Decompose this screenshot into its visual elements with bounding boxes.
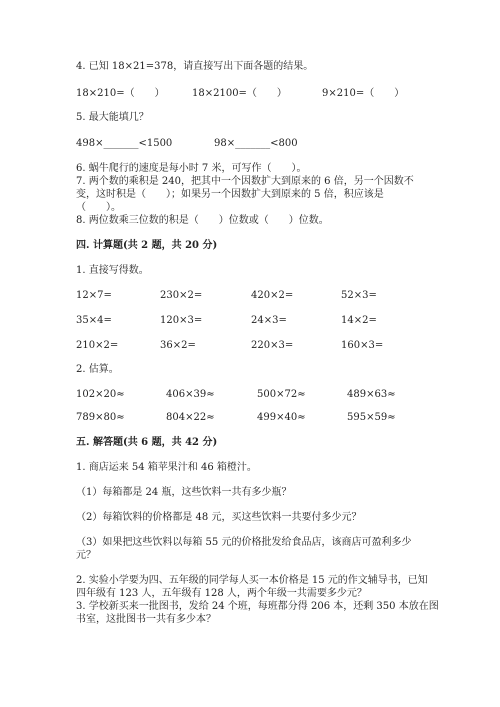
s5-q1-sub1: （1）每箱都是 24 瓶，这些饮料一共有多少瓶？	[76, 487, 292, 498]
q5-prompt: 5. 最大能填几？	[76, 112, 149, 123]
q5-item-2: 98×_______<800	[214, 138, 298, 149]
q5-item-1: 498×_______<1500	[76, 138, 173, 149]
estimate-item: 406×39≈	[166, 389, 215, 400]
calc-item: 210×2=	[76, 340, 119, 351]
s5-q3-line-1: 3. 学校新买来一批图书，发给 24 个班，每班都分得 206 本，还剩 350 本放在图	[76, 601, 439, 612]
section4-title: 四. 计算题(共 2 题，共 20 分)	[76, 240, 218, 251]
calc-item: 35×4=	[76, 315, 112, 326]
estimate-item: 500×72≈	[257, 389, 306, 400]
s4-q2-prompt: 2. 估算。	[76, 364, 119, 375]
q7-line-1: 7. 两个数的乘积是 240，把其中一个因数扩大到原来的 6 倍，另一个因数不	[76, 176, 414, 187]
s4-q1-prompt: 1. 直接写得数。	[76, 265, 149, 276]
q4-item-2: 18×2100=（ ）	[192, 88, 287, 99]
s5-q1-prompt: 1. 商店运来 54 箱苹果汁和 46 箱橙汁。	[76, 462, 257, 473]
calc-item: 14×2=	[341, 315, 377, 326]
q4-item-1: 18×210=（ ）	[76, 88, 165, 99]
calc-item: 230×2=	[160, 290, 203, 301]
s5-q1-sub3-line-1: （3）如果把这些饮料以每箱 55 元的价格批发给食品店，该商店可盈利多少	[76, 537, 412, 548]
calc-item: 12×7=	[76, 290, 112, 301]
estimate-item: 595×59≈	[347, 412, 396, 423]
s5-q2-line-1: 2. 实验小学要为四、五年级的同学每人买一本价格是 15 元的作文辅导书，已知	[76, 575, 428, 586]
calc-item: 160×3=	[341, 340, 384, 351]
q7-line-3: （ ）。	[76, 202, 121, 213]
estimate-item: 789×80≈	[76, 412, 125, 423]
estimate-item: 499×40≈	[257, 412, 306, 423]
s5-q3-line-2: 书室，这批图书一共有多少本？	[76, 614, 216, 625]
s5-q2-line-2: 四年级有 123 人，五年级有 128 人，两个年级一共需要多少元？	[76, 588, 367, 599]
q7-line-2: 变，这时积是（ ）；如果另一个因数扩大到原来的 5 倍，积应该是	[76, 189, 384, 200]
q4-item-3: 9×210=（ ）	[322, 88, 405, 99]
s5-q1-sub2: （2）每箱饮料的价格都是 48 元，买这些饮料一共要付多少元？	[76, 512, 362, 523]
q6-text: 6. 蜗牛爬行的速度是每小时 7 米，可写作（ ）。	[76, 163, 307, 174]
calc-item: 120×3=	[160, 315, 203, 326]
calc-item: 36×2=	[160, 340, 196, 351]
estimate-item: 804×22≈	[166, 412, 215, 423]
calc-item: 52×3=	[341, 290, 377, 301]
s5-q1-sub3-line-2: 元？	[76, 550, 96, 561]
q8-text: 8. 两位数乘三位数的积是（ ）位数或（ ）位数。	[76, 215, 329, 226]
section5-title: 五. 解答题(共 6 题，共 42 分)	[76, 437, 218, 448]
calc-item: 420×2=	[251, 290, 294, 301]
estimate-item: 489×63≈	[347, 389, 396, 400]
calc-item: 220×3=	[251, 340, 294, 351]
estimate-item: 102×20≈	[76, 389, 125, 400]
q4-prompt: 4. 已知 18×21=378，请直接写出下面各题的结果。	[76, 61, 314, 72]
calc-item: 24×3=	[251, 315, 287, 326]
